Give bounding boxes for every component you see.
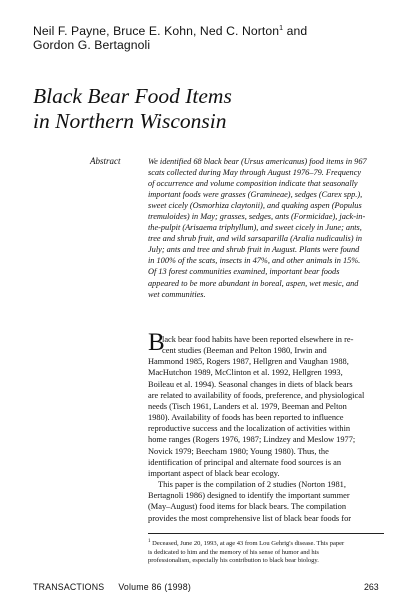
footnote-line: professionalism, especially his contribution to black bear biology. [148, 557, 319, 565]
body-line: This paper is the compilation of 2 studies (Norton 1981, [158, 480, 346, 490]
abstract-label: Abstract [90, 156, 121, 166]
body-line: Bertagnoli 1986) designed to identify the important summer [148, 491, 350, 501]
body-text [148, 334, 384, 524]
abstract-line: appeared to be more abundant in boreal, aspen, wet mesic, and [148, 278, 359, 288]
page-number: 263 [364, 582, 379, 592]
author-footnote-mark: 1 [279, 25, 284, 32]
footnote [148, 538, 384, 566]
body-line: important aspect of black bear ecology. [148, 468, 280, 478]
abstract-line: important foods were grasses (Gramineae), sedges (Carex spp.), [148, 190, 363, 200]
body-line: are related to availability of foods, preference, and physiological [148, 390, 365, 400]
footnote-mark: 1 [148, 539, 151, 544]
abstract-body [148, 156, 384, 300]
body-line: identification of principal and alternate food sources is an [148, 457, 342, 467]
body-line: Hammond 1985, Rogers 1987, Hellgren and Vaughan 1988, [148, 357, 349, 367]
title-line-1: Black Bear Food Items [33, 84, 232, 108]
author-line-1: Neil F. Payne, Bruce E. Kohn, Ned C. Norton$^1$ and [33, 24, 308, 38]
abstract-line: the-pulpit (Arisaema triphyllum), and sweet cicely in June; ants, [148, 223, 362, 233]
article-title [33, 84, 333, 134]
body-line: needs (Tisch 1961, Landers et al. 1979, Beeman and Pelton [148, 401, 347, 411]
abstract-line: sweet cicely (Osmorhiza claytonii), and quaking aspen (Populus [148, 201, 362, 211]
running-footer [33, 582, 191, 592]
footnote-line: is dedicated to him and the memory of his sense of humor and his [148, 548, 319, 556]
paragraph-1 [148, 334, 384, 479]
abstract-line: tremuloides) in May; grasses, sedges, ants (Formicidae), jack-in- [148, 212, 366, 222]
title-line-2: in Northern Wisconsin [33, 109, 227, 133]
abstract-line: July; ants and tree and shrub fruit in August. Plants were found [148, 245, 360, 255]
abstract-line: scats collected during May through August 1976–79. Frequency [148, 168, 362, 178]
volume-info: Volume 86 (1998) [118, 582, 191, 592]
body-line: (May–August) food items for black bears. The compilation [148, 502, 347, 512]
abstract-line: tree and shrub fruit, and wild sarsaparilla (Aralia nudicaulis) in [148, 234, 363, 244]
drop-cap: B [148, 329, 165, 356]
body-line: reproductive success and the localization of activities within [148, 424, 351, 434]
body-line: home ranges (Rogers 1976, 1987; Lindzey and Meslow 1977; [148, 435, 356, 445]
abstract-line: Of 13 forest communities examined, important bear foods [148, 267, 340, 277]
abstract-line: in 100% of the scats, insects in 47%, and other animals in 15%. [148, 256, 361, 266]
footnote-divider [148, 533, 384, 534]
body-line: cent studies (Beeman and Pelton 1980, Irwin and [162, 346, 327, 356]
author-list [33, 22, 393, 52]
paragraph-2 [148, 479, 384, 524]
journal-name: TRANSACTIONS [33, 582, 105, 592]
footnote-line: $^1$ Deceased, June 20, 1993, at age 43 from Lou Gehrig's disease. This paper [148, 539, 345, 547]
author-line-2: Gordon G. Bertagnoli [33, 38, 151, 52]
body-line: MacHutchon 1989, McClinton et al. 1992, Hellgren 1993, [148, 368, 343, 378]
body-line: lack bear food habits have been reported elsewhere in re- [162, 335, 354, 344]
abstract-line: wet communities. [148, 289, 206, 299]
body-line: 1980). Availability of foods has been reported to influence [148, 413, 344, 423]
body-line: provides the most comprehensive list of black bear foods for [148, 513, 352, 523]
body-line: Novick 1979; Beecham 1980; Young 1980). Thus, the [148, 446, 329, 456]
abstract-line: We identified 68 black bear (Ursus americanus) food items in 967 [148, 157, 367, 166]
body-line: Boileau et al. 1994). Seasonal changes in diets of black bears [148, 379, 353, 389]
abstract-line: of occurrence and volume composition indicate that seasonally [148, 179, 358, 189]
